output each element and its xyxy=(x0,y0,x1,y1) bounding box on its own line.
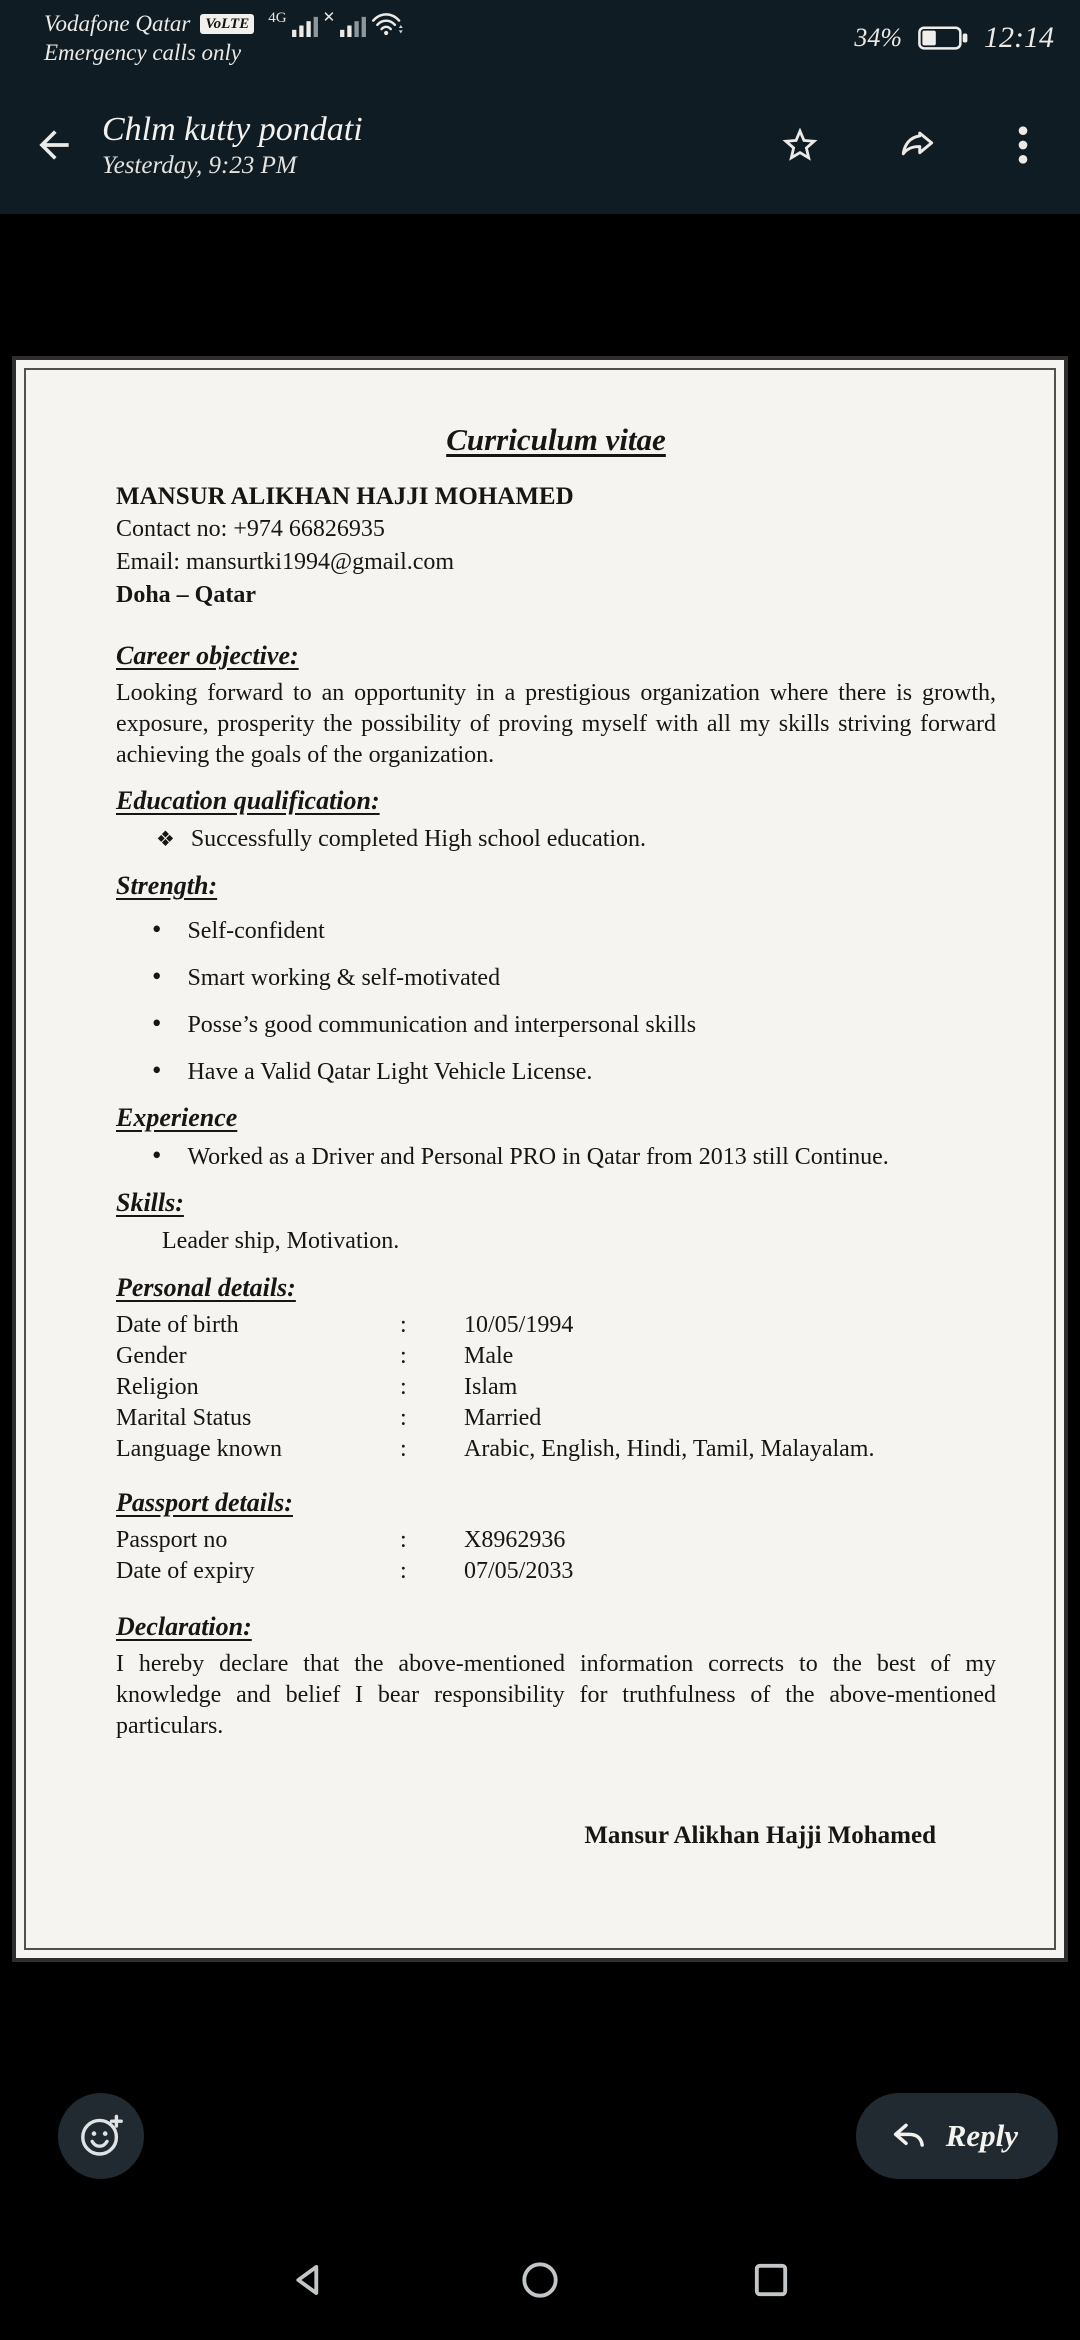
detail-label: Marital Status xyxy=(116,1405,252,1431)
section-heading-experience: Experience xyxy=(116,1103,238,1132)
list-item xyxy=(116,1140,996,1173)
list-item-text: Smart working & self-motivated xyxy=(187,965,501,991)
volte-badge: VoLTE xyxy=(200,14,254,34)
detail-row xyxy=(116,1403,996,1434)
list-item xyxy=(116,914,996,947)
experience-list xyxy=(116,1140,996,1173)
detail-row xyxy=(116,1341,996,1372)
cv-email: Email: mansurtki1994@gmail.com xyxy=(116,549,455,575)
nav-home-button[interactable] xyxy=(516,2256,564,2304)
signature-name: Mansur Alikhan Hajji Mohamed xyxy=(584,1822,936,1849)
cv-location: Doha – Qatar xyxy=(116,582,256,608)
detail-value: Married xyxy=(464,1405,542,1431)
section-heading-declaration: Declaration: xyxy=(116,1612,252,1641)
bullet-icon: • xyxy=(152,914,162,944)
cv-name: MANSUR ALIKHAN HAJJI MOHAMED xyxy=(116,483,574,510)
nav-recents-button[interactable] xyxy=(747,2256,795,2304)
status-bar xyxy=(0,0,1080,76)
section-heading-education: Education qualification: xyxy=(116,786,380,815)
media-viewer[interactable] xyxy=(0,214,1080,2052)
strength-list xyxy=(116,914,996,1088)
detail-value: X8962936 xyxy=(464,1527,566,1553)
reply-label: Reply xyxy=(945,2118,1018,2153)
bullet-icon: • xyxy=(152,1055,162,1085)
detail-value: Male xyxy=(464,1343,514,1369)
education-item xyxy=(116,823,996,856)
forward-arrow-icon xyxy=(897,124,939,166)
header-actions xyxy=(774,119,1036,171)
signal-sim2-icon xyxy=(340,14,366,37)
detail-value: 10/05/1994 xyxy=(464,1312,574,1338)
bullet-icon: • xyxy=(152,961,162,991)
reply-arrow-icon xyxy=(888,2116,928,2156)
list-item xyxy=(116,1008,996,1041)
detail-separator: : xyxy=(400,1374,407,1400)
detail-label: Gender xyxy=(116,1343,187,1369)
nav-back-button[interactable] xyxy=(285,2256,333,2304)
chat-title: Chlm kutty pondati xyxy=(102,110,363,148)
bottom-action-bar xyxy=(0,2052,1080,2220)
detail-label: Date of birth xyxy=(116,1312,239,1338)
square-recents-icon xyxy=(748,2257,794,2303)
star-outline-icon xyxy=(779,124,821,166)
detail-separator: : xyxy=(400,1558,407,1584)
detail-label: Religion xyxy=(116,1374,199,1400)
status-right xyxy=(854,21,1054,55)
list-item xyxy=(116,961,996,994)
emergency-label: Emergency calls only xyxy=(44,39,242,65)
header-titles xyxy=(102,110,363,179)
reply-button[interactable] xyxy=(856,2093,1058,2179)
battery-icon xyxy=(918,26,968,50)
detail-row xyxy=(116,1434,996,1465)
list-item xyxy=(116,1055,996,1088)
list-item-text: Worked as a Driver and Personal PRO in Qatar from 2013 still Continue. xyxy=(187,1144,889,1170)
system-nav-bar xyxy=(0,2220,1080,2340)
detail-value: 07/05/2033 xyxy=(464,1558,574,1584)
education-item-text: Successfully completed High school education. xyxy=(190,826,647,852)
kebab-menu-icon xyxy=(1018,124,1028,166)
back-button[interactable] xyxy=(28,119,80,171)
detail-value: Arabic, English, Hindi, Tamil, Malayalam. xyxy=(464,1436,875,1462)
detail-separator: : xyxy=(400,1527,407,1553)
smiley-plus-icon xyxy=(77,2112,125,2160)
list-item-text: Have a Valid Qatar Light Vehicle License. xyxy=(187,1059,593,1085)
cv-image xyxy=(12,356,1068,1962)
detail-row xyxy=(116,1372,996,1403)
detail-row xyxy=(116,1310,996,1341)
detail-label: Date of expiry xyxy=(116,1558,255,1584)
detail-separator: : xyxy=(400,1312,407,1338)
circle-home-icon xyxy=(517,2257,563,2303)
cv-title: Curriculum vitae xyxy=(446,422,666,457)
network-cluster xyxy=(268,11,403,37)
carrier-label: Vodafone Qatar xyxy=(44,10,191,36)
career-objective-text: Looking forward to an opportunity in a prestigious organization where there is growth, exposure, prosperity the possibility of proving myself with all my skills striving forward achieving the goals of the organization. xyxy=(116,680,996,768)
message-timestamp: Yesterday, 9:23 PM xyxy=(102,151,297,179)
detail-label: Passport no xyxy=(116,1527,228,1553)
detail-value: Islam xyxy=(464,1374,518,1400)
add-reaction-button[interactable] xyxy=(58,2093,144,2179)
wifi-icon xyxy=(371,11,403,37)
section-heading-personal: Personal details: xyxy=(116,1273,296,1302)
section-heading-strength: Strength: xyxy=(116,871,218,900)
detail-separator: : xyxy=(400,1405,407,1431)
skills-text: Leader ship, Motivation. xyxy=(162,1228,400,1254)
arrow-left-icon xyxy=(32,123,76,167)
diamond-bullet-icon: ❖ xyxy=(156,827,175,851)
list-item-text: Posse’s good communication and interpersonal skills xyxy=(187,1012,697,1038)
detail-separator: : xyxy=(400,1343,407,1369)
status-row-1 xyxy=(44,11,403,37)
section-heading-career: Career objective: xyxy=(116,641,299,670)
detail-row xyxy=(116,1525,996,1556)
clock-label: 12:14 xyxy=(984,21,1054,54)
detail-separator: : xyxy=(400,1436,407,1462)
detail-row xyxy=(116,1556,996,1587)
cv-page xyxy=(24,368,1056,1950)
triangle-back-icon xyxy=(286,2257,332,2303)
chat-header xyxy=(0,76,1080,214)
bullet-icon: • xyxy=(152,1008,162,1038)
signal-sim1-icon xyxy=(292,14,318,37)
section-heading-skills: Skills: xyxy=(116,1188,184,1217)
detail-label: Language known xyxy=(116,1436,282,1462)
star-button[interactable] xyxy=(774,119,826,171)
cv-contact: Contact no: +974 66826935 xyxy=(116,516,385,542)
section-heading-passport: Passport details: xyxy=(116,1488,293,1517)
battery-percent-label: 34% xyxy=(854,23,902,52)
list-item-text: Self-confident xyxy=(187,918,325,944)
forward-button[interactable] xyxy=(892,119,944,171)
status-left xyxy=(44,11,403,66)
menu-button[interactable] xyxy=(1010,119,1036,171)
bullet-icon: • xyxy=(152,1140,162,1170)
no-service-icon: ✕ xyxy=(322,9,336,26)
declaration-text: I hereby declare that the above-mentioned information corrects to the best of my knowledge and belief I bear responsibility for truthfulness of the above-mentioned particulars. xyxy=(116,1651,996,1739)
network-type-label: 4G xyxy=(268,9,287,26)
